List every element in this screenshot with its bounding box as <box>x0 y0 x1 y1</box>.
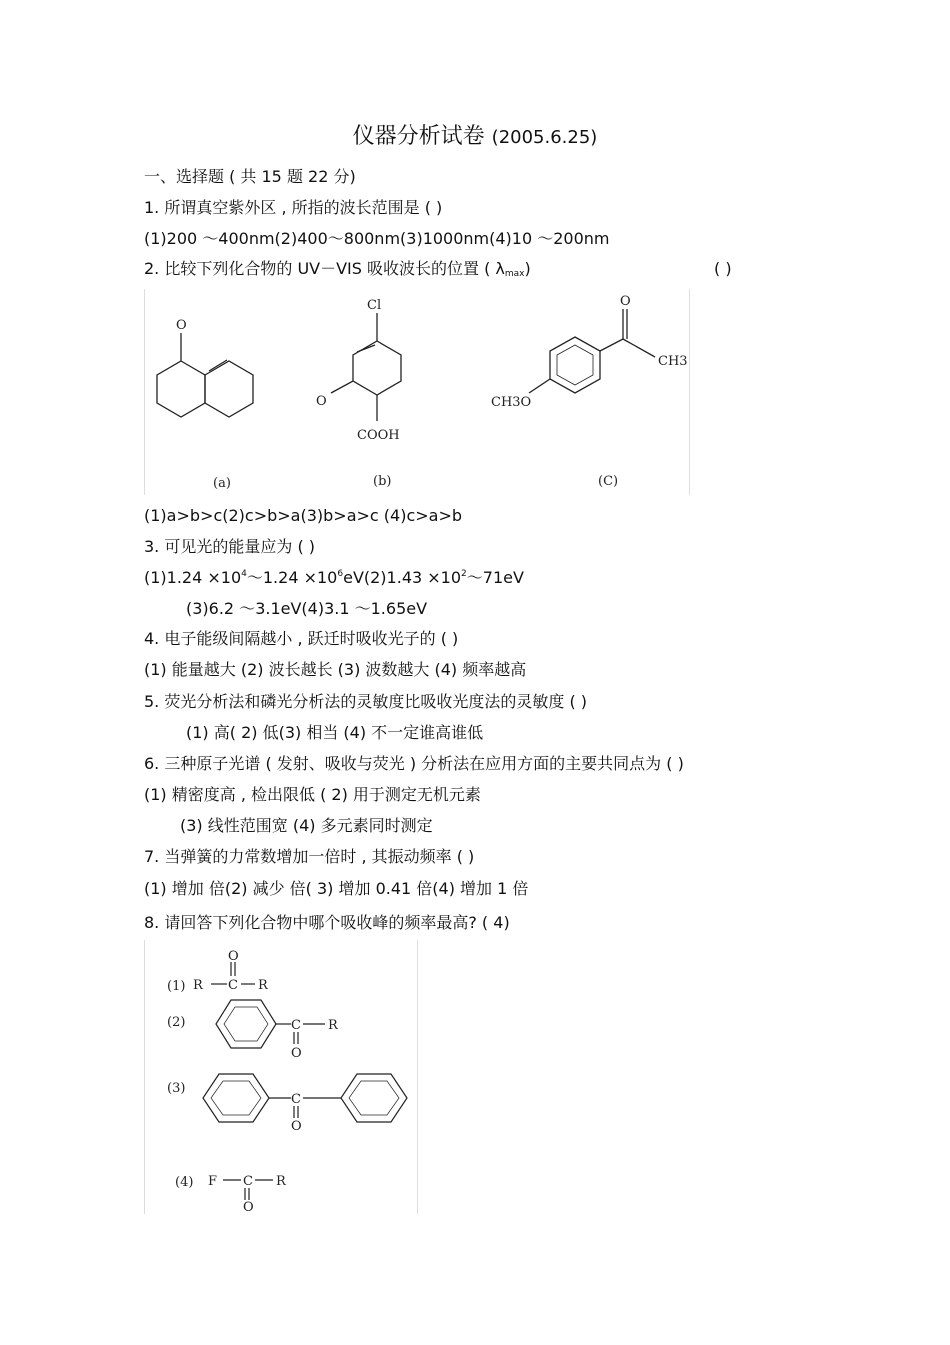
q6-stem: 6. 三种原子光谱 ( 发射、吸收与荧光 ) 分析法在应用方面的主要共同点为 ( ) <box>144 754 684 773</box>
bond-b-double <box>357 345 375 352</box>
q4-options: (1) 能量越大 (2) 波长越长 (3) 波数越大 (4) 频率越高 <box>144 660 527 679</box>
q1-options: (1)200 ～400nm(2)400～800nm(3)1000nm(4)10 ～200nm <box>144 229 610 248</box>
q3-opt-part1: (1)1.24 ×10 <box>144 568 242 587</box>
q2-answer-bracket: ( ) <box>714 259 732 278</box>
q1-stem: 1. 所谓真空紫外区 , 所指的波长范围是 ( ) <box>144 198 443 217</box>
q7-stem: 7. 当弹簧的力常数增加一倍时 , 其振动频率 ( ) <box>144 847 475 866</box>
q3-sup2: 6 <box>337 569 344 579</box>
ring-3-right-inner <box>349 1081 399 1115</box>
q7-options: (1) 增加 倍(2) 减少 倍( 3) 增加 0.41 倍(4) 增加 1 倍 <box>144 879 529 898</box>
q2-options: (1)a>b>c(2)c>b>a(3)b>a>c (4)c>a>b <box>144 506 463 525</box>
atom-b-o: O <box>316 394 327 409</box>
atom-1-r-right: R <box>258 978 268 993</box>
label-a: (a) <box>213 476 231 491</box>
atom-b-cl: Cl <box>367 298 382 313</box>
q3-options1 <box>144 568 524 588</box>
q5-options: (1) 高( 2) 低(3) 相当 (4) 不一定谁高谁低 <box>186 723 484 742</box>
q2-stem-sub: max <box>504 269 525 279</box>
bond-c-acyl <box>600 339 623 351</box>
q3-stem: 3. 可见光的能量应为 ( ) <box>144 537 316 556</box>
atom-4-o: O <box>243 1200 254 1214</box>
ring-2-inner <box>224 1007 268 1041</box>
title-main: 仪器分析试卷 <box>352 124 485 149</box>
q2-stem-close: ) <box>524 259 531 278</box>
bond-b-co <box>331 381 353 393</box>
label-c: (C) <box>598 474 619 489</box>
q8-structures-figure <box>144 940 418 1214</box>
q2-structures-figure <box>144 289 690 495</box>
q3-options2: (3)6.2 ～3.1eV(4)3.1 ～1.65eV <box>186 599 428 618</box>
q3-opt-part4: ～71eV <box>466 568 524 587</box>
atom-4-f: F <box>208 1174 218 1189</box>
q8-stem: 8. 请回答下列化合物中哪个吸收峰的频率最高? ( 4) <box>144 913 510 932</box>
q4-stem: 4. 电子能级间隔越小 , 跃迁时吸收光子的 ( ) <box>144 629 459 648</box>
q8-structures-svg <box>145 940 417 1214</box>
atom-c-ch3: CH3 <box>658 354 688 369</box>
atom-1-o: O <box>228 949 239 964</box>
atom-b-cooh: COOH <box>357 428 400 443</box>
atom-2-o: O <box>291 1046 302 1061</box>
atom-4-r: R <box>276 1174 286 1189</box>
q6-options2: (3) 线性范围宽 (4) 多元素同时测定 <box>180 816 433 835</box>
label-4: (4) <box>175 1175 194 1190</box>
bond-a-double <box>209 360 227 371</box>
q2-structures-svg <box>145 289 689 495</box>
atom-c-ch3o: CH3O <box>491 395 532 410</box>
atom-3-c: C <box>291 1092 301 1107</box>
q3-sup3: 2 <box>461 569 467 579</box>
bond-c-och3 <box>529 379 550 393</box>
atom-1-c: C <box>228 978 238 993</box>
atom-1-r-left: R <box>193 978 203 993</box>
bond-c-ch3 <box>623 339 655 357</box>
ring-c-inner <box>557 345 593 385</box>
q3-opt-part2: ～1.24 ×10 <box>246 568 338 587</box>
ring-3-left-inner <box>211 1081 261 1115</box>
q6-options1: (1) 精密度高 , 检出限低 ( 2) 用于测定无机元素 <box>144 785 481 804</box>
atom-a-o: O <box>176 318 187 333</box>
atom-c-o: O <box>620 294 631 309</box>
q2-stem-text: 2. 比较下列化合物的 UV－VIS 吸收波长的位置 ( λ <box>144 259 505 278</box>
label-3: (3) <box>167 1081 186 1096</box>
label-1: (1) <box>167 979 186 994</box>
ring-a-left <box>157 361 205 417</box>
label-b: (b) <box>373 474 392 489</box>
q2-stem <box>144 259 744 279</box>
exam-title <box>0 122 950 153</box>
q5-stem: 5. 荧光分析法和磷光分析法的灵敏度比吸收光度法的灵敏度 ( ) <box>144 692 588 711</box>
atom-3-o: O <box>291 1119 302 1134</box>
ring-b <box>353 341 401 395</box>
atom-4-c: C <box>243 1174 253 1189</box>
q3-opt-part3: eV(2)1.43 ×10 <box>343 568 462 587</box>
section-heading: 一、选择题 ( 共 15 题 22 分) <box>144 167 356 186</box>
q3-sup1: 4 <box>241 569 247 579</box>
title-date: (2005.6.25) <box>491 127 598 148</box>
atom-2-r: R <box>328 1018 338 1033</box>
atom-2-c: C <box>291 1018 301 1033</box>
label-2: (2) <box>167 1015 186 1030</box>
